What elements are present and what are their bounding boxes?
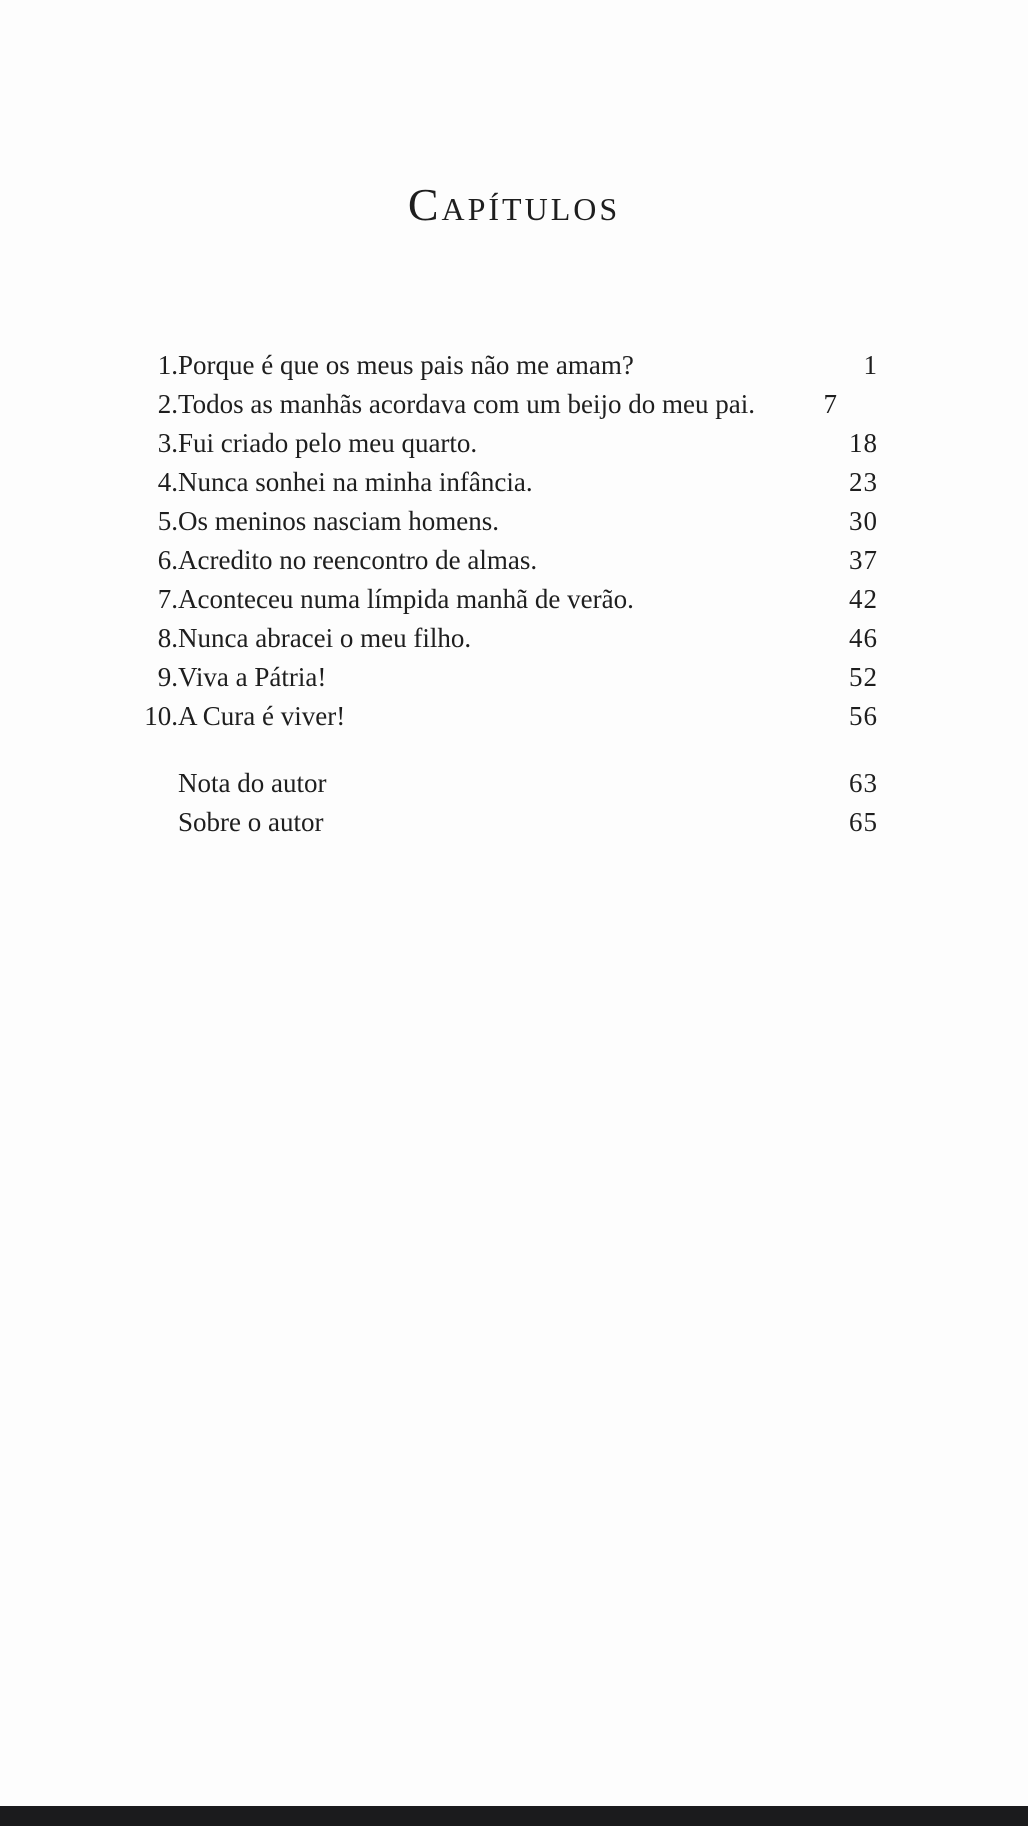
toc-extra-entry <box>120 803 878 842</box>
chapter-number: 1. <box>157 350 178 380</box>
extra-title: Nota do autor <box>178 768 327 798</box>
toc-divider-space <box>120 736 878 764</box>
chapter-number: 10. <box>144 701 178 731</box>
chapter-number: 7. <box>157 584 178 614</box>
chapter-title: Viva a Pátria! <box>178 662 327 692</box>
toc-entry <box>120 697 878 736</box>
toc-entry <box>120 502 878 541</box>
chapter-title: Acredito no reencontro de almas. <box>178 545 538 575</box>
table-of-contents <box>120 346 878 842</box>
page-title: Capítulos <box>407 179 621 230</box>
chapter-title: Aconteceu numa límpida manhã de verão. <box>178 584 634 614</box>
chapter-page: 7 <box>823 389 838 419</box>
chapter-page: 42 <box>849 584 878 614</box>
toc-entry <box>120 424 878 463</box>
chapter-title: Os meninos nasciam homens. <box>178 506 499 536</box>
chapter-number: 2. <box>157 389 178 419</box>
extra-page: 63 <box>849 768 878 798</box>
extra-title: Sobre o autor <box>178 807 324 837</box>
chapter-title: Porque é que os meus pais não me amam? <box>178 350 634 380</box>
chapter-page: 1 <box>863 350 878 380</box>
chapter-page: 46 <box>849 623 878 653</box>
chapter-page: 52 <box>849 662 878 692</box>
chapter-page: 30 <box>849 506 878 536</box>
toc-entry <box>120 346 878 385</box>
chapter-page: 23 <box>849 467 878 497</box>
chapter-page: 37 <box>849 545 878 575</box>
chapter-title: Nunca abracei o meu filho. <box>178 623 472 653</box>
toc-extra-entry <box>120 764 878 803</box>
chapter-title: A Cura é viver! <box>178 701 346 731</box>
chapter-title: Nunca sonhei na minha infância. <box>178 467 533 497</box>
chapter-number: 8. <box>157 623 178 653</box>
chapter-number: 6. <box>157 545 178 575</box>
toc-entry <box>120 658 878 697</box>
toc-entry <box>120 463 878 502</box>
chapter-title: Todos as manhãs acordava com um beijo do meu pai. <box>178 389 755 419</box>
toc-entry <box>120 385 878 424</box>
toc-entry <box>120 580 878 619</box>
chapter-number: 5. <box>157 506 178 536</box>
chapter-page: 56 <box>849 701 878 731</box>
toc-entry <box>120 619 878 658</box>
chapter-number: 4. <box>157 467 178 497</box>
chapter-title: Fui criado pelo meu quarto. <box>178 428 478 458</box>
chapter-number: 9. <box>157 662 178 692</box>
extra-page: 65 <box>849 807 878 837</box>
chapter-page: 18 <box>849 428 878 458</box>
bottom-bar <box>0 1806 1028 1826</box>
chapter-number: 3. <box>157 428 178 458</box>
toc-entry <box>120 541 878 580</box>
